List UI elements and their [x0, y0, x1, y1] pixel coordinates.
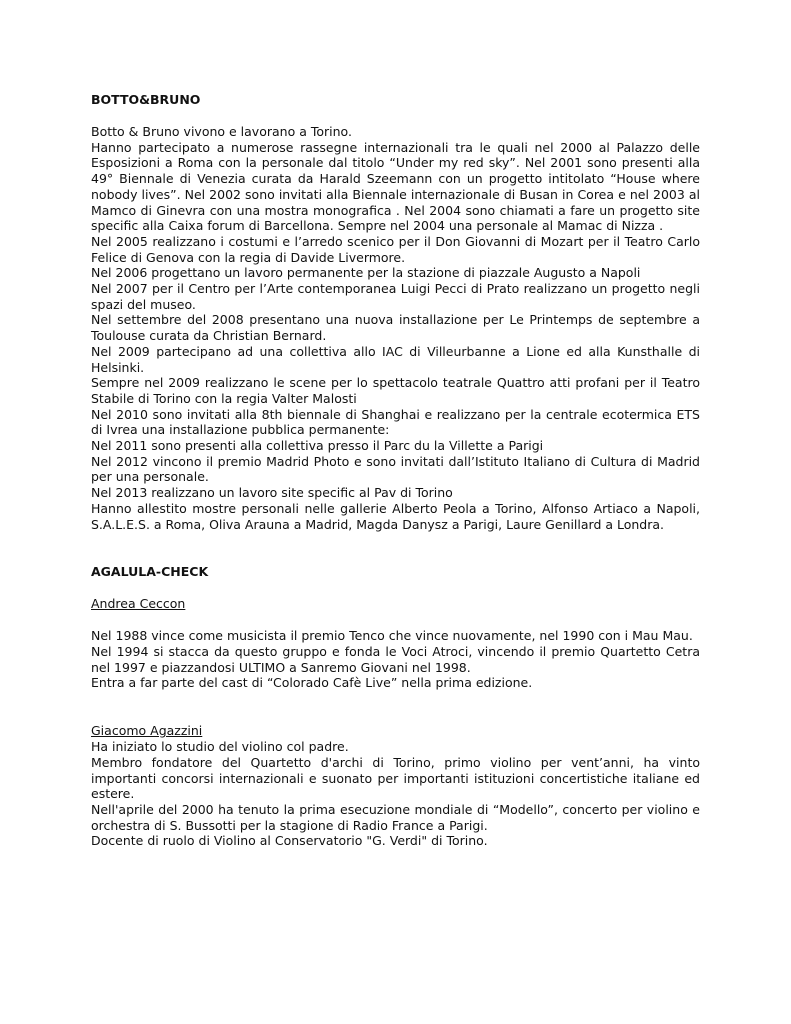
paragraph: Hanno allestito mostre personali nelle gallerie Alberto Peola a Torino, Alfonso Artiaco a Napoli, S.A.L.E.S. a Roma, Oliva Arauna a Madrid, Magda Danysz a Parigi, Laure Genillard a Londra.: [91, 500, 700, 532]
paragraph: Sempre nel 2009 realizzano le scene per lo spettacolo teatrale Quattro atti profani per il Teatro Stabile di Torino con la regia Valter Malosti: [91, 375, 700, 406]
paragraph: Docente di ruolo di Violino al Conservatorio "G. Verdi" di Torino.: [91, 833, 488, 849]
section-heading-botto-bruno: BOTTO&BRUNO: [91, 92, 201, 107]
paragraph: Nel 2011 sono presenti alla collettiva presso il Parc du la Villette a Parigi: [91, 438, 544, 454]
member-name-andrea-ceccon: Andrea Ceccon: [91, 596, 186, 612]
paragraph: Nel 1994 si stacca da questo gruppo e fonda le Voci Atroci, vincendo il premio Quartetto Cetra nel 1997 e piazzandosi ULTIMO a Sanremo Giovani nel 1998.: [91, 643, 700, 675]
paragraph: Nel 2005 realizzano i costumi e l’arredo scenico per il Don Giovanni di Mozart per il Teatro Carlo Felice di Genova con la regia di Davide Livermore.: [91, 233, 700, 265]
paragraph: Nel 1988 vince come musicista il premio Tenco che vince nuovamente, nel 1990 con i Mau Mau.: [91, 628, 693, 644]
paragraph: Nel 2009 partecipano ad una collettiva allo IAC di Villeurbanne a Lione ed alla Kunsthalle di Helsinki.: [91, 343, 700, 375]
document-page: [91, 92, 700, 849]
paragraph: Nel 2010 sono invitati alla 8th biennale di Shanghai e realizzano per la centrale ecotermica ETS di Ivrea una installazione pubblica permanente:: [91, 406, 700, 438]
paragraph: Nell'aprile del 2000 ha tenuto la prima esecuzione mondiale di “Modello”, concerto per violino e orchestra di S. Bussotti per la stagione di Radio France a Parigi.: [91, 801, 700, 833]
paragraph: Entra a far parte del cast di “Colorado Cafè Live” nella prima edizione.: [91, 675, 533, 691]
paragraph: Nel 2006 progettano un lavoro permanente per la stazione di piazzale Augusto a Napoli: [91, 265, 641, 281]
paragraph: Nel 2012 vincono il premio Madrid Photo e sono invitati dall’Istituto Italiano di Cultura di Madrid per una personale.: [91, 453, 700, 485]
member-name-giacomo-agazzini: Giacomo Agazzini: [91, 723, 203, 739]
paragraph: Ha iniziato lo studio del violino col padre.: [91, 739, 349, 755]
paragraph: Nel 2013 realizzano un lavoro site specific al Pav di Torino: [91, 485, 453, 501]
paragraph: Nel settembre del 2008 presentano una nuova installazione per Le Printemps de septembre a Toulouse curata da Christian Bernard.: [91, 312, 700, 344]
paragraph: Hanno partecipato a numerose rassegne internazionali tra le quali nel 2000 al Palazzo delle Esposizioni a Roma con la personale dal titolo “Under my red sky”. Nel 2001 sono presenti alla 49° Biennale di Venezia curata da Harald Szeemann con un progetto intitolato “House where nobody lives”. Nel 2002 sono invitati alla Biennale internazionale di Busan in Corea e nel 2003 al Mamco di Ginevra con una mostra monografica . Nel 2004 sono chiamati a fare un progetto site specific alla Caixa forum di Barcellona. Sempre nel 2004 una personale al Mamac di Nizza .: [91, 139, 700, 234]
section-heading-agalula-check: AGALULA-CHECK: [91, 564, 209, 580]
paragraph: Botto & Bruno vivono e lavorano a Torino.: [91, 124, 352, 139]
paragraph: Nel 2007 per il Centro per l’Arte contemporanea Luigi Pecci di Prato realizzano un progetto negli spazi del museo.: [91, 281, 700, 312]
paragraph: Membro fondatore del Quartetto d'archi di Torino, primo violino per vent’anni, ha vinto importanti concorsi internazionali e suonato per importanti istituzioni concertistiche italiane ed estere.: [91, 754, 700, 802]
